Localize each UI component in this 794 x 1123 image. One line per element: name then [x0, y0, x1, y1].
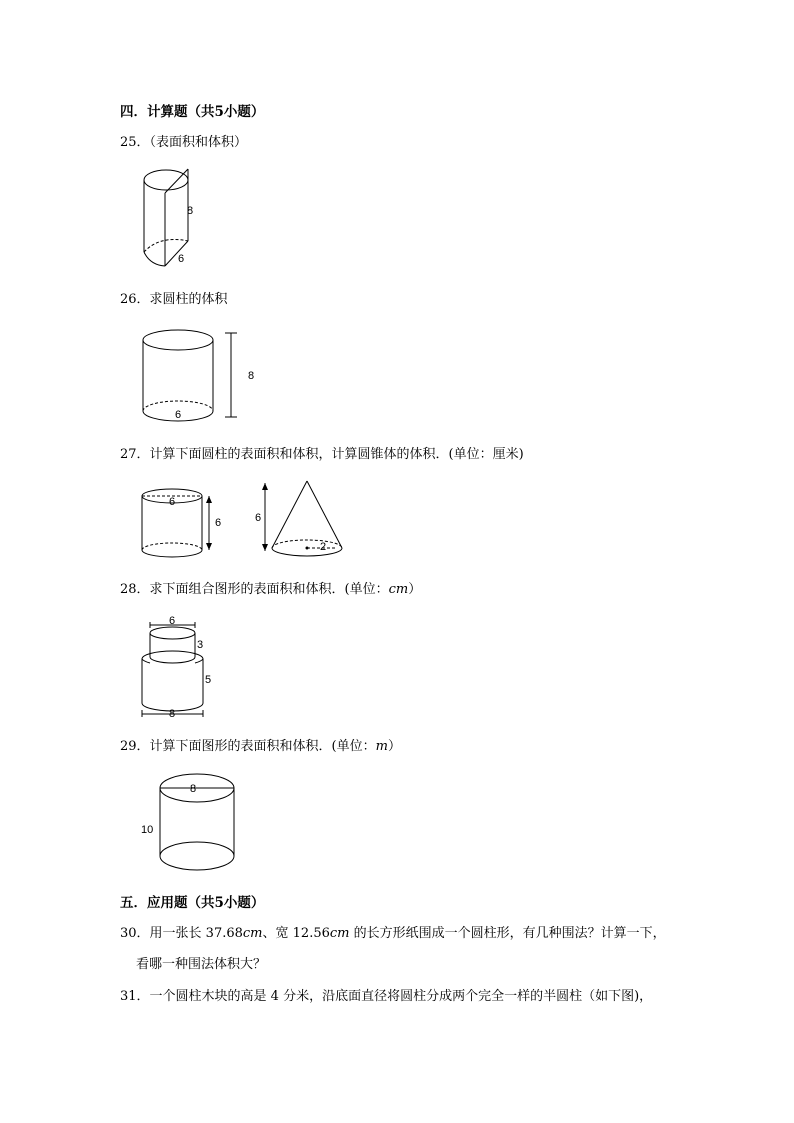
question-28-text: 28．求下面组合图形的表面积和体积．(单位：cm） [120, 582, 422, 597]
question-31-line1: 31．一个圆柱木块的高是 4 分米，沿底面直径将圆柱分成两个完全一样的半圆柱（如下图)， [120, 989, 653, 1004]
label-height: 8 [248, 370, 255, 382]
question-29-text: 29．计算下面图形的表面积和体积．(单位：m） [120, 739, 401, 754]
section-heading-4: 四．计算题（共5小题） [120, 104, 265, 120]
label-height: 6 [215, 517, 222, 529]
figure-cylinder-q29 [138, 768, 238, 878]
section-heading-5: 五．应用题（共5小题） [120, 895, 265, 911]
figure-cylinder-q27 [135, 478, 235, 563]
figure-stacked-cylinders [135, 613, 225, 723]
figure-cone [250, 478, 360, 563]
question-30-line1: 30．用一张长 37.68cm、宽 12.56cm 的长方形纸围成一个圆柱形，有几种围法？计算一下， [120, 926, 666, 941]
label-diameter: 8 [190, 783, 197, 795]
label-height: 8 [187, 205, 194, 217]
label-radius: 2 [320, 541, 327, 553]
question-30-line2: 看哪一种围法体积大？ [136, 957, 267, 972]
label-height: 10 [141, 824, 154, 836]
label-diameter: 6 [175, 409, 182, 421]
label-top-diameter: 6 [169, 615, 176, 627]
figure-cylinder [135, 325, 265, 425]
question-27-text: 27．计算下面圆柱的表面积和体积，计算圆锥体的体积．(单位：厘米) [120, 447, 524, 462]
label-height: 6 [255, 512, 262, 524]
figure-half-cylinder [130, 163, 210, 273]
question-25-text: 25．（表面积和体积） [120, 135, 248, 150]
label-bottom-height: 5 [205, 674, 212, 686]
label-top-height: 3 [197, 639, 204, 651]
label-bottom-diameter: 8 [169, 708, 176, 720]
label-diameter: 6 [169, 496, 176, 508]
question-26-text: 26．求圆柱的体积 [120, 292, 228, 307]
label-diameter: 6 [178, 253, 185, 265]
